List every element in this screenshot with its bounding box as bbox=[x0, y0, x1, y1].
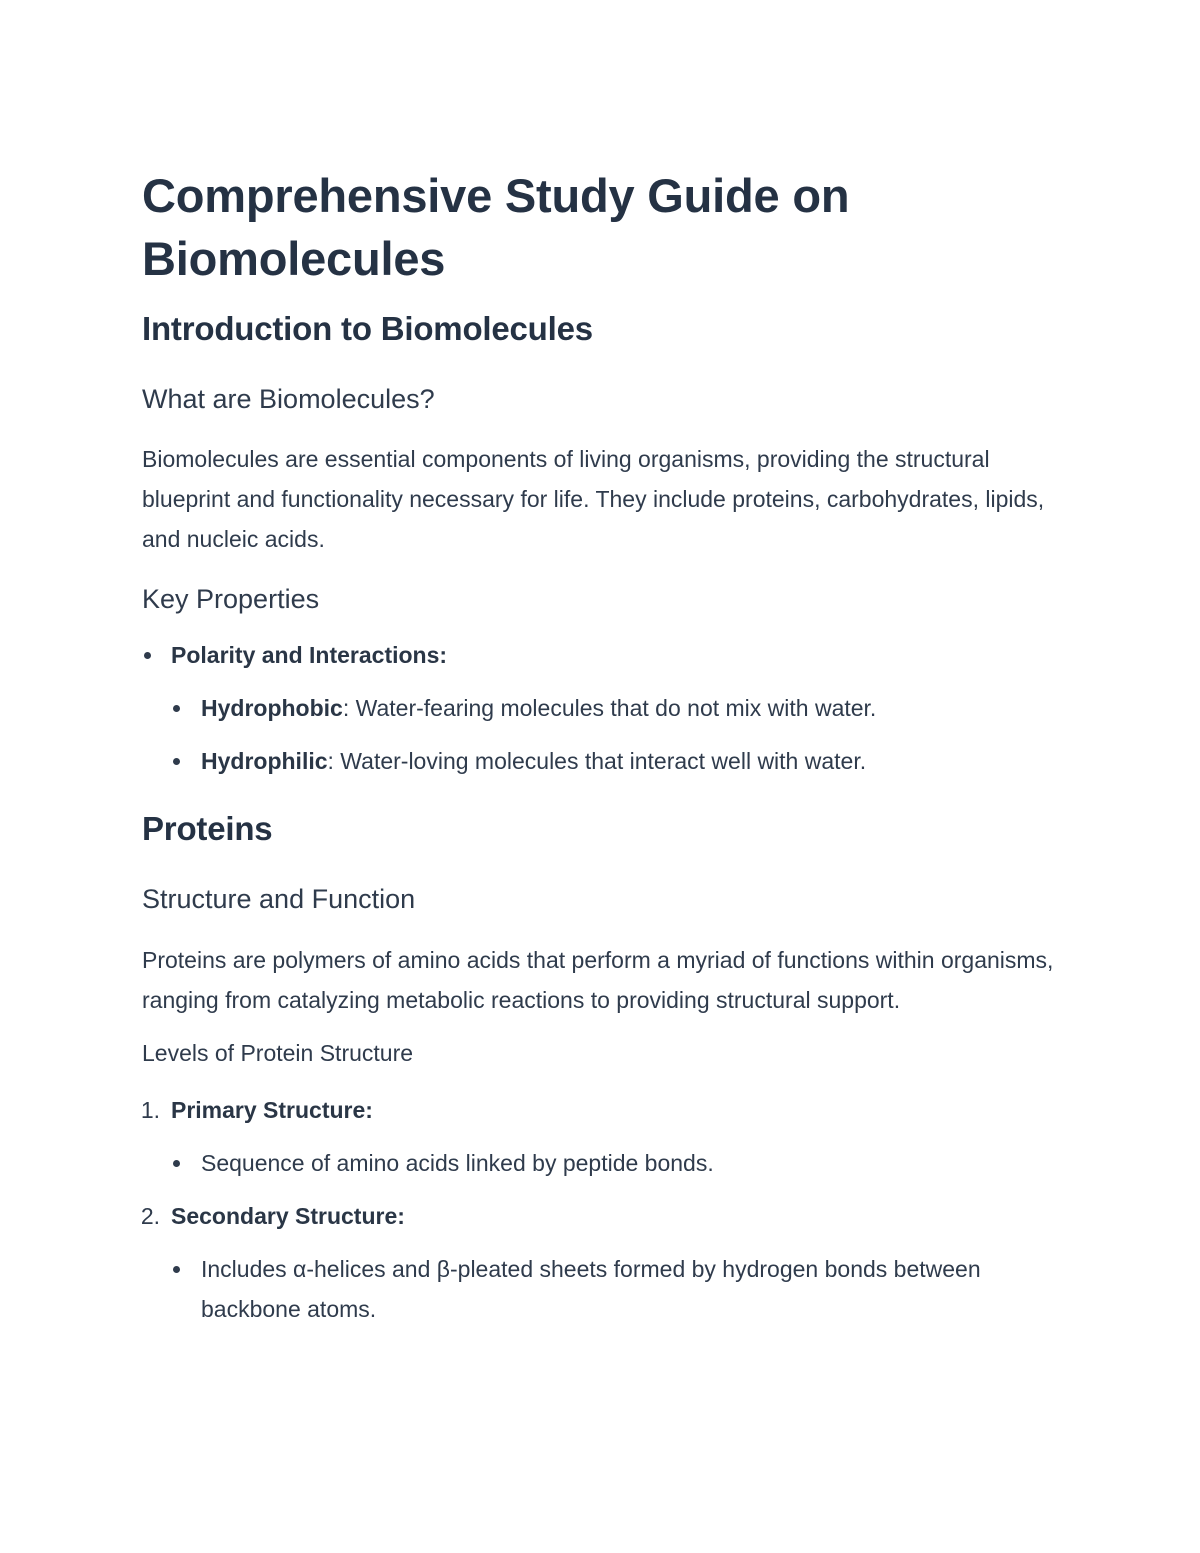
section-heading-introduction: Introduction to Biomolecules bbox=[142, 310, 593, 347]
document-page bbox=[142, 160, 1062, 1329]
bullet-icon bbox=[173, 1160, 180, 1167]
bullet-icon bbox=[173, 1266, 180, 1273]
bullet-icon bbox=[144, 652, 151, 659]
protein-structure-levels-list bbox=[142, 1090, 1062, 1329]
list-item-hydrophobic bbox=[142, 688, 1062, 728]
hydrophobic-text: : Water-fearing molecules that do not mix with water. bbox=[342, 695, 877, 721]
subheading-structure-and-function: Structure and Function bbox=[142, 884, 416, 914]
list-number: 2. bbox=[140, 1203, 160, 1229]
bullet-icon bbox=[173, 705, 180, 712]
key-properties-list bbox=[142, 635, 1062, 781]
subheading-levels-of-protein-structure: Levels of Protein Structure bbox=[142, 1040, 414, 1066]
hydrophobic-label: Hydrophobic bbox=[201, 695, 343, 721]
primary-structure-label: Primary Structure: bbox=[171, 1097, 373, 1123]
list-item-secondary-structure bbox=[142, 1196, 1062, 1236]
paragraph-proteins: Proteins are polymers of amino acids that perform a myriad of functions within organisms, ranging from catalyzing metabolic reactions to providing structural support. bbox=[142, 947, 1054, 1013]
list-item-polarity bbox=[142, 635, 1062, 675]
section-heading-proteins: Proteins bbox=[142, 810, 273, 847]
hydrophilic-text: : Water-loving molecules that interact well with water. bbox=[327, 748, 867, 774]
polarity-label: Polarity and Interactions: bbox=[171, 642, 448, 668]
secondary-structure-text: Includes α-helices and β-pleated sheets formed by hydrogen bonds between backbone atoms. bbox=[201, 1256, 981, 1322]
bullet-icon bbox=[173, 758, 180, 765]
list-item-secondary-detail bbox=[142, 1249, 1062, 1329]
primary-structure-text: Sequence of amino acids linked by peptide bonds. bbox=[201, 1150, 714, 1176]
subheading-key-properties: Key Properties bbox=[142, 584, 320, 614]
secondary-structure-label: Secondary Structure: bbox=[171, 1203, 405, 1229]
list-item-primary-structure bbox=[142, 1090, 1062, 1130]
hydrophilic-label: Hydrophilic bbox=[201, 748, 328, 774]
list-number: 1. bbox=[140, 1097, 160, 1123]
document-title: Comprehensive Study Guide on Biomolecules bbox=[142, 169, 850, 285]
list-item-primary-detail bbox=[142, 1143, 1062, 1183]
paragraph-what-are-biomolecules: Biomolecules are essential components of living organisms, providing the structural blueprint and functionality necessary for life. They include proteins, carbohydrates, lipids, and nucleic acids. bbox=[142, 446, 1045, 552]
list-item-hydrophilic bbox=[142, 741, 1062, 781]
subheading-what-are-biomolecules: What are Biomolecules? bbox=[142, 384, 435, 414]
